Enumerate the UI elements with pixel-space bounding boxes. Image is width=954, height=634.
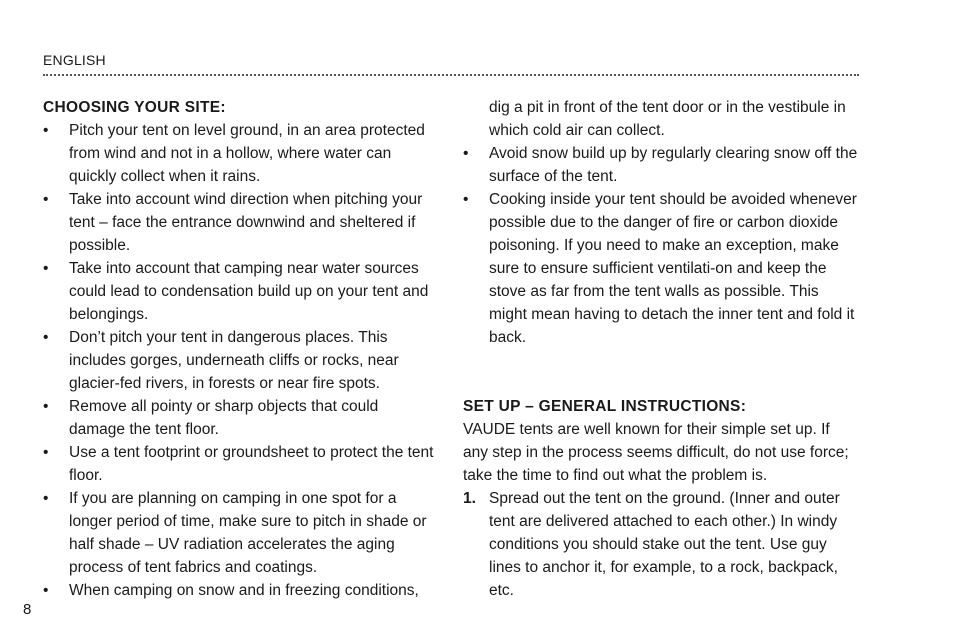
setup-intro-paragraph: VAUDE tents are well known for their simple set up. If any step in the process seems difficult, do not use force; take the time to find out what the problem is. (463, 421, 849, 484)
section-heading-choosing-site: CHOOSING YOUR SITE: (43, 99, 226, 116)
bullet-marker: • (43, 398, 49, 415)
bullet-marker: • (43, 444, 49, 461)
bullet-marker: • (43, 490, 49, 507)
list-item: • Cooking inside your tent should be avoided whenever possible due to the danger of fire or carbon dioxide poisoning. If you need to make an exception, make sure to ensure sufficient ventilati-on and keep the stove as far from the tent walls as possible. This might mean having to detach the inner tent and fold it back. (463, 188, 858, 349)
list-item: • Don’t pitch your tent in dangerous places. This includes gorges, underneath cliffs or rocks, near glacier-fed rivers, in forests or near fire spots. (43, 326, 438, 395)
list-item: • Use a tent footprint or groundsheet to protect the tent floor. (43, 441, 438, 487)
dotted-divider (43, 74, 859, 76)
right-column (463, 96, 858, 602)
bullet-marker: • (43, 122, 49, 139)
list-item: • Pitch your tent on level ground, in an area protected from wind and not in a hollow, where water can quickly collect when it rains. (43, 119, 438, 188)
left-column (43, 96, 438, 602)
bullet-marker: • (43, 260, 49, 277)
list-item: • Avoid snow build up by regularly clearing snow off the surface of the tent. (463, 142, 858, 188)
bullet-marker: • (43, 329, 49, 346)
list-item: • When camping on snow and in freezing conditions, (43, 579, 438, 602)
list-item: • Take into account that camping near water sources could lead to condensation build up on your tent and belongings. (43, 257, 438, 326)
page-number: 8 (23, 601, 32, 618)
list-item-continuation: dig a pit in front of the tent door or in the vestibule in which cold air can collect. (489, 99, 846, 139)
site-tips-list (43, 119, 438, 602)
setup-steps-list (463, 487, 858, 602)
list-item: 1. Spread out the tent on the ground. (Inner and outer tent are delivered attached to each other.) In windy conditions you should stake out the tent. Use guy lines to anchor it, for example, to a rock, backpack, etc. (463, 487, 858, 602)
bullet-marker: • (43, 191, 49, 208)
site-tips-list-continued (463, 142, 858, 349)
list-item: • Take into account wind direction when pitching your tent – face the entrance downwind and sheltered if possible. (43, 188, 438, 257)
list-item: • If you are planning on camping in one spot for a longer period of time, make sure to pitch in shade or half shade – UV radiation accelerates the aging process of tent fabrics and coatings. (43, 487, 438, 579)
list-item: • Remove all pointy or sharp objects that could damage the tent floor. (43, 395, 438, 441)
language-label: ENGLISH (43, 52, 106, 68)
section-heading-setup: SET UP – GENERAL INSTRUCTIONS: (463, 398, 747, 415)
bullet-marker: • (43, 582, 49, 599)
bullet-marker: • (463, 145, 469, 162)
section-spacer (463, 349, 858, 395)
bullet-marker: • (463, 191, 469, 208)
step-number: 1. (463, 490, 476, 507)
